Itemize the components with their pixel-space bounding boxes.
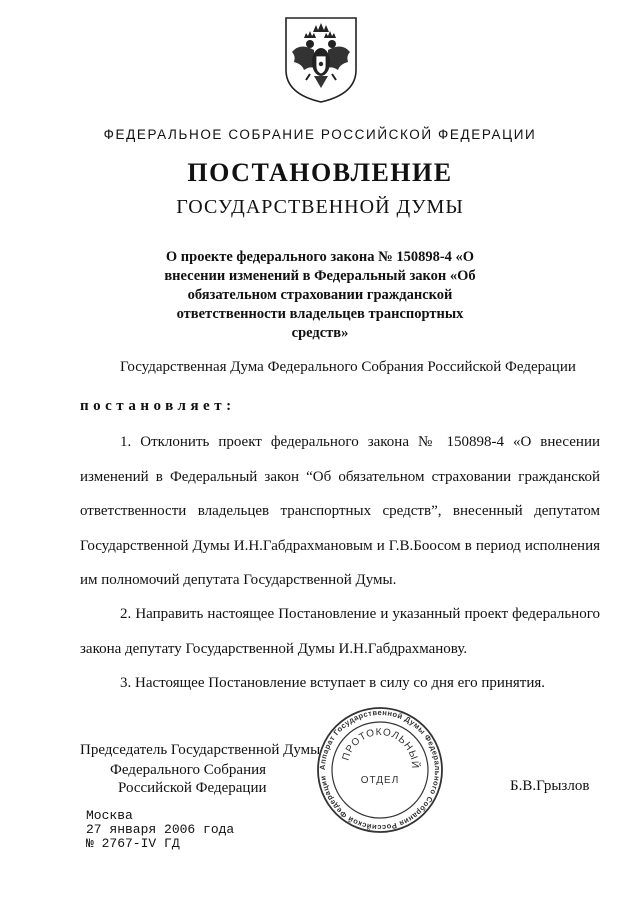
resolution-paragraph-3: 3. Настоящее Постановление вступает в силу со дня его принятия. (120, 675, 546, 691)
resolves-keyword: постановляет: (80, 398, 236, 414)
official-stamp (315, 705, 445, 835)
issue-place: Москва (86, 808, 133, 823)
emblem-icon (280, 12, 362, 106)
issuing-body: ГОСУДАРСТВЕННОЙ ДУМЫ (176, 196, 464, 218)
svg-text:ПРОТОКОЛЬНЫЙ: ПРОТОКОЛЬНЫЙ (340, 726, 421, 770)
document-type: ПОСТАНОВЛЕНИЕ (187, 158, 453, 187)
resolution-paragraph-2: 2. Направить настоящее Постановление и указанный проект федерального закона депутату Государственной Думы И.Н.Габдрахманову. (80, 606, 600, 657)
issue-date: 27 января 2006 года (86, 822, 235, 837)
resolution-paragraph-1: 1. Отклонить проект федерального закона № 150898-4 «О внесении изменений в Федеральный закон “Об обязательном страховании гражданской ответственности владельцев транспортных средств”, внесенный депутатом Государственной Думы И.Н.Габдрахмановым и Г.В.Боосом в период исполнения им полномочий депутата Государственной Думы. (80, 434, 600, 588)
document-number: № 2767-IV ГД (86, 836, 180, 851)
preamble: Государственная Дума Федерального Собрания Российской Федерации (120, 359, 576, 375)
signatory-title-line-1: Председатель Государственной Думы (80, 742, 321, 758)
parliament-name: ФЕДЕРАЛЬНОЕ СОБРАНИЕ РОССИЙСКОЙ ФЕДЕРАЦИИ (103, 127, 537, 142)
svg-text:ОТДЕЛ: ОТДЕЛ (360, 775, 400, 786)
signatory-title-line-3: Российской Федерации (118, 780, 267, 796)
document-subject: О проекте федерального закона № 150898-4 «О внесении изменений в Федеральный закон «Об обязательном страховании гражданской ответственности владельцев транспортных средств» (164, 249, 476, 341)
signatory-name: Б.В.Грызлов (510, 778, 590, 794)
signatory-title-line-2: Федерального Собрания (110, 762, 267, 778)
svg-text:Аппарат Государственной Думы Ф: Аппарат Государственной Думы Федерального Собрания Российской Федерации (317, 707, 443, 833)
